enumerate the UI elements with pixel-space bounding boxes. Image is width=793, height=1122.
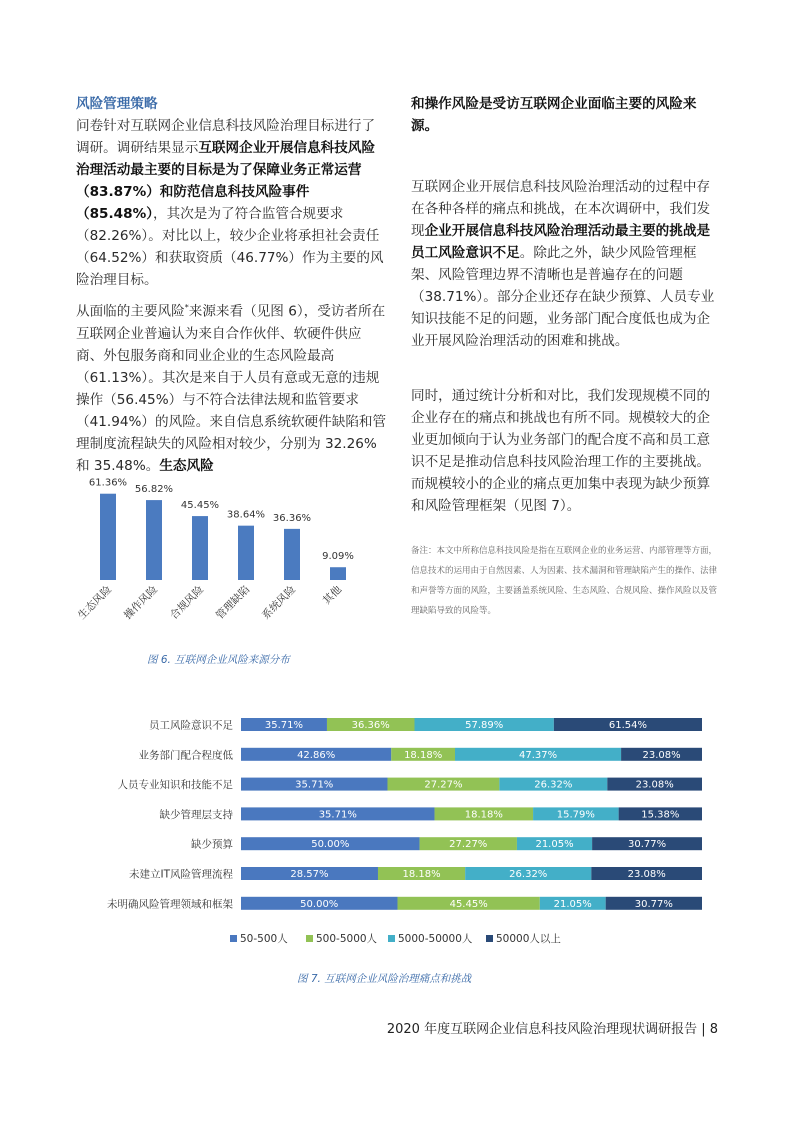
right-paragraph-0	[411, 93, 723, 137]
segment-value-label: 23.08%	[642, 749, 681, 761]
bar-生态风险	[100, 494, 116, 580]
segment-value-label: 23.08%	[635, 779, 674, 791]
category-label: 缺少预算	[191, 838, 233, 851]
segment-value-label: 57.89%	[465, 720, 504, 731]
text-run: ，其次是为了符合监管合规要求（82.26%）。对比以上，较少企业将承担社会责任（64.52%）和获取资质（46.77%）作为主要的风险治理目标。	[76, 206, 384, 288]
bar-value-label: 36.36%	[272, 512, 312, 524]
text-run-bold: 互联网企业开展信息科技风险治理活动最主要的目标是为了保障业务正常运营（83.87%）和防范信息科技风险事件（85.48%）	[76, 140, 376, 222]
category-label: 未建立IT风险管理流程	[128, 868, 233, 881]
segment-value-label: 35.71%	[318, 809, 357, 821]
category-label: 业务部门配合程度低	[138, 749, 233, 762]
segment-value-label: 30.77%	[634, 898, 673, 910]
segment-value-label: 26.32%	[509, 869, 548, 880]
legend-swatch	[486, 935, 493, 942]
bar-value-label: 38.64%	[226, 509, 266, 521]
bar-value-label: 56.82%	[134, 484, 174, 496]
segment-value-label: 35.71%	[295, 779, 334, 791]
category-label: 人员专业知识和技能不足	[117, 779, 233, 792]
legend-swatch	[306, 935, 313, 942]
left-paragraph-1	[76, 115, 388, 291]
bar-系统风险	[284, 529, 300, 580]
segment-value-label: 35.71%	[264, 720, 304, 731]
text-run-bold: 生态风险	[159, 457, 214, 474]
footnote: 备注：本文中所称信息科技风险是指在互联网企业的业务运营、内部管理等方面，信息技术的运用由于自然因素、人为因素、技术漏洞和管理缺陷产生的操作、法律和声誉等方面的风险，主要涵盖系统风险、生态风险、合规风险、操作风险以及管理缺陷导致的风险等。	[411, 546, 718, 616]
category-label: 员工风险意识不足	[149, 719, 233, 732]
segment-value-label: 42.86%	[297, 749, 336, 761]
segment-value-label: 36.36%	[351, 720, 390, 731]
category-label: 未明确风险管理领域和框架	[107, 898, 233, 911]
bar-合规风险	[192, 516, 208, 580]
legend-swatch	[230, 935, 237, 942]
bar-其他	[330, 567, 346, 580]
page-footer: 2020 年度互联网企业信息科技风险治理现状调研报告 | 8	[386, 1022, 718, 1037]
category-label: 操作风险	[121, 583, 161, 622]
bar-value-label: 61.36%	[88, 477, 128, 489]
left-section	[76, 93, 388, 291]
legend-label: 5000-50000人	[398, 933, 473, 945]
segment-value-label: 26.32%	[534, 779, 573, 791]
category-label: 合规风险	[167, 583, 207, 622]
segment-value-label: 21.05%	[553, 898, 592, 910]
category-label: 管理缺陷	[213, 583, 253, 622]
segment-value-label: 15.79%	[556, 809, 595, 821]
bar-value-label: 9.09%	[322, 551, 354, 563]
footnote-mark: *	[184, 303, 189, 312]
category-label: 系统风险	[259, 583, 299, 622]
right-paragraph-2	[411, 385, 723, 517]
bar-value-label: 45.45%	[180, 500, 220, 512]
legend-swatch	[388, 935, 395, 942]
figure-6-chart	[76, 470, 376, 650]
segment-value-label: 18.18%	[464, 809, 503, 821]
segment-value-label: 27.27%	[424, 779, 463, 791]
legend-label: 50-500人	[240, 933, 288, 945]
legend-label: 50000人以上	[496, 933, 561, 945]
segment-value-label: 47.37%	[518, 749, 558, 761]
category-label: 缺少管理层支持	[159, 808, 233, 821]
text-run: 。除此之外，缺少风险管理框架、风险管理边界不清晰也是普遍存在的问题（38.71%）。部分企业还存在缺少预算、人员专业知识技能不足的问题，业务部门配合度低也成为企业开展风险治理活动的困难和挑战。	[411, 245, 715, 349]
text-run: 从面临的主要风险	[76, 303, 185, 320]
segment-value-label: 30.77%	[627, 839, 667, 851]
section-heading: 风险管理策略	[76, 96, 158, 112]
segment-value-label: 18.18%	[404, 749, 443, 761]
segment-value-label: 50.00%	[300, 898, 339, 910]
bar-操作风险	[146, 500, 162, 580]
text-run: 来源来看（见图 6），受访者所在互联网企业普遍认为来自合作伙伴、软硬件供应商、外包服务商和同业企业的生态风险最高（61.13%）。其次是来自于人员有意或无意的违规操作（56.45%）与不符合法律法规和监管要求（41.94%）的风险。来自信息系统软硬件缺陷和管理制度流程缺失的风险相对较少，分别为 32.26%和 35.48%。	[76, 303, 387, 474]
segment-value-label: 28.57%	[290, 869, 329, 880]
segment-value-label: 21.05%	[535, 839, 574, 851]
figure-7-chart	[60, 710, 720, 960]
text-run-bold: 和操作风险是受访互联网企业面临主要的风险来源。	[411, 96, 697, 134]
segment-value-label: 15.38%	[641, 809, 680, 821]
segment-value-label: 45.45%	[449, 898, 488, 910]
text-run: 互联网企业开展信息科技风险治理活动的过程中存在各种各样的痛点和挑战，在本次调研中，我们发现	[411, 179, 711, 239]
legend-label: 500-5000人	[316, 933, 378, 945]
category-label: 其他	[320, 583, 345, 607]
segment-value-label: 50.00%	[311, 839, 350, 851]
figure-6-caption: 图 6. 互联网企业风险来源分布	[147, 654, 290, 666]
bar-管理缺陷	[238, 526, 254, 580]
right-paragraph-1	[411, 176, 723, 352]
text-run-bold: 企业开展信息科技风险治理活动最主要的挑战是员工风险意识不足	[411, 223, 711, 261]
segment-value-label: 27.27%	[449, 839, 488, 851]
category-label: 生态风险	[76, 583, 115, 622]
paragraph-text: 同时，通过统计分析和对比，我们发现规模不同的企业存在的痛点和挑战也有所不同。规模较大的企业更加倾向于认为业务部门的配合度不高和员工意识不足是推动信息科技风险治理工作的主要挑战。而规模较小的企业的痛点更加集中表现为缺少预算和风险管理框架（见图 7）。	[411, 388, 711, 514]
text-run: 问卷针对互联网企业信息科技风险治理目标进行了调研。调研结果显示	[76, 118, 376, 156]
segment-value-label: 18.18%	[402, 869, 441, 880]
segment-value-label: 23.08%	[627, 869, 666, 880]
left-paragraph-2	[76, 297, 388, 477]
figure-7-caption: 图 7. 互联网企业风险治理痛点和挑战	[297, 973, 472, 985]
segment-value-label: 61.54%	[608, 720, 647, 731]
